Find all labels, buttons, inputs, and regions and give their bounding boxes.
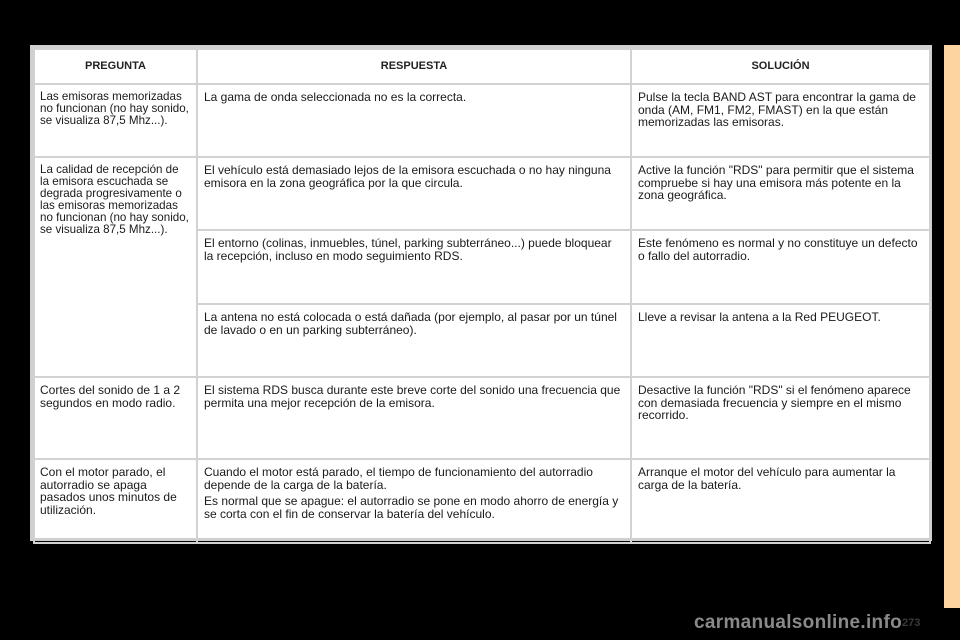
response-text: La gama de onda seleccionada no es la correcta. [204,90,467,104]
response-cell [197,377,631,459]
response-text: El sistema RDS busca durante este breve corte del sonido una frecuencia que permita una mejor recepción de la emisora. [204,383,621,410]
solution-cell: Este fenómeno es normal y no constituye un defecto o fallo del autorradio. [631,230,930,304]
response-cell [197,304,631,377]
watermark: carmanualsonline.info [694,612,902,633]
solution-cell: Active la función "RDS" para permitir que el sistema compruebe si hay una emisora más potente en la zona geográfica. [631,157,930,230]
table-row [34,377,930,459]
question-cell: Las emisoras memorizadas no funcionan (no hay sonido, se visualiza 87,5 Mhz...). [34,84,197,157]
header-pregunta: PREGUNTA [34,49,197,84]
question-cell: Cortes del sonido de 1 a 2 segundos en modo radio. [34,377,197,459]
response-cell [197,459,631,543]
question-cell: Con el motor parado, el autorradio se apaga pasados unos minutos de utilización. [34,459,197,543]
response-cell [197,84,631,157]
table-row [34,459,930,543]
response-text: La antena no está colocada o está dañada (por ejemplo, al pasar por un túnel de lavado o en un parking subterráneo). [204,310,617,337]
response-text: Es normal que se apague: el autorradio se pone en modo ahorro de energía y se corta con el fin de conservar la batería del vehículo. [204,494,619,521]
table-row [34,157,930,230]
troubleshooting-table [30,45,932,541]
solution-cell: Desactive la función "RDS" si el fenómeno aparece con demasiada frecuencia y siempre en el mismo recorrido. [631,377,930,459]
table-header-row [34,49,930,84]
response-text: El entorno (colinas, inmuebles, túnel, parking subterráneo...) puede bloquear la recepción, incluso en modo seguimiento RDS. [204,236,612,263]
response-cell [197,157,631,230]
response-cell [197,230,631,304]
solution-cell: Pulse la tecla BAND AST para encontrar la gama de onda (AM, FM1, FM2, FMAST) en la que están memorizadas las emisoras. [631,84,930,157]
response-text: El vehículo está demasiado lejos de la emisora escuchada o no hay ninguna emisora en la zona geográfica por la que circula. [204,163,611,190]
header-respuesta: RESPUESTA [197,49,631,84]
header-solucion: SOLUCIÓN [631,49,930,84]
solution-cell: Lleve a revisar la antena a la Red PEUGEOT. [631,304,930,377]
side-color-strip [944,45,960,608]
question-cell: La calidad de recepción de la emisora escuchada se degrada progresivamente o las emisoras memorizadas no funcionan (no hay sonido, se visualiza 87,5 Mhz...). [34,157,197,377]
page-number: 273 [902,617,921,629]
solution-cell: Arranque el motor del vehículo para aumentar la carga de la batería. [631,459,930,543]
table-row [34,84,930,157]
response-text: Cuando el motor está parado, el tiempo de funcionamiento del autorradio depende de la carga de la batería. [204,465,593,492]
